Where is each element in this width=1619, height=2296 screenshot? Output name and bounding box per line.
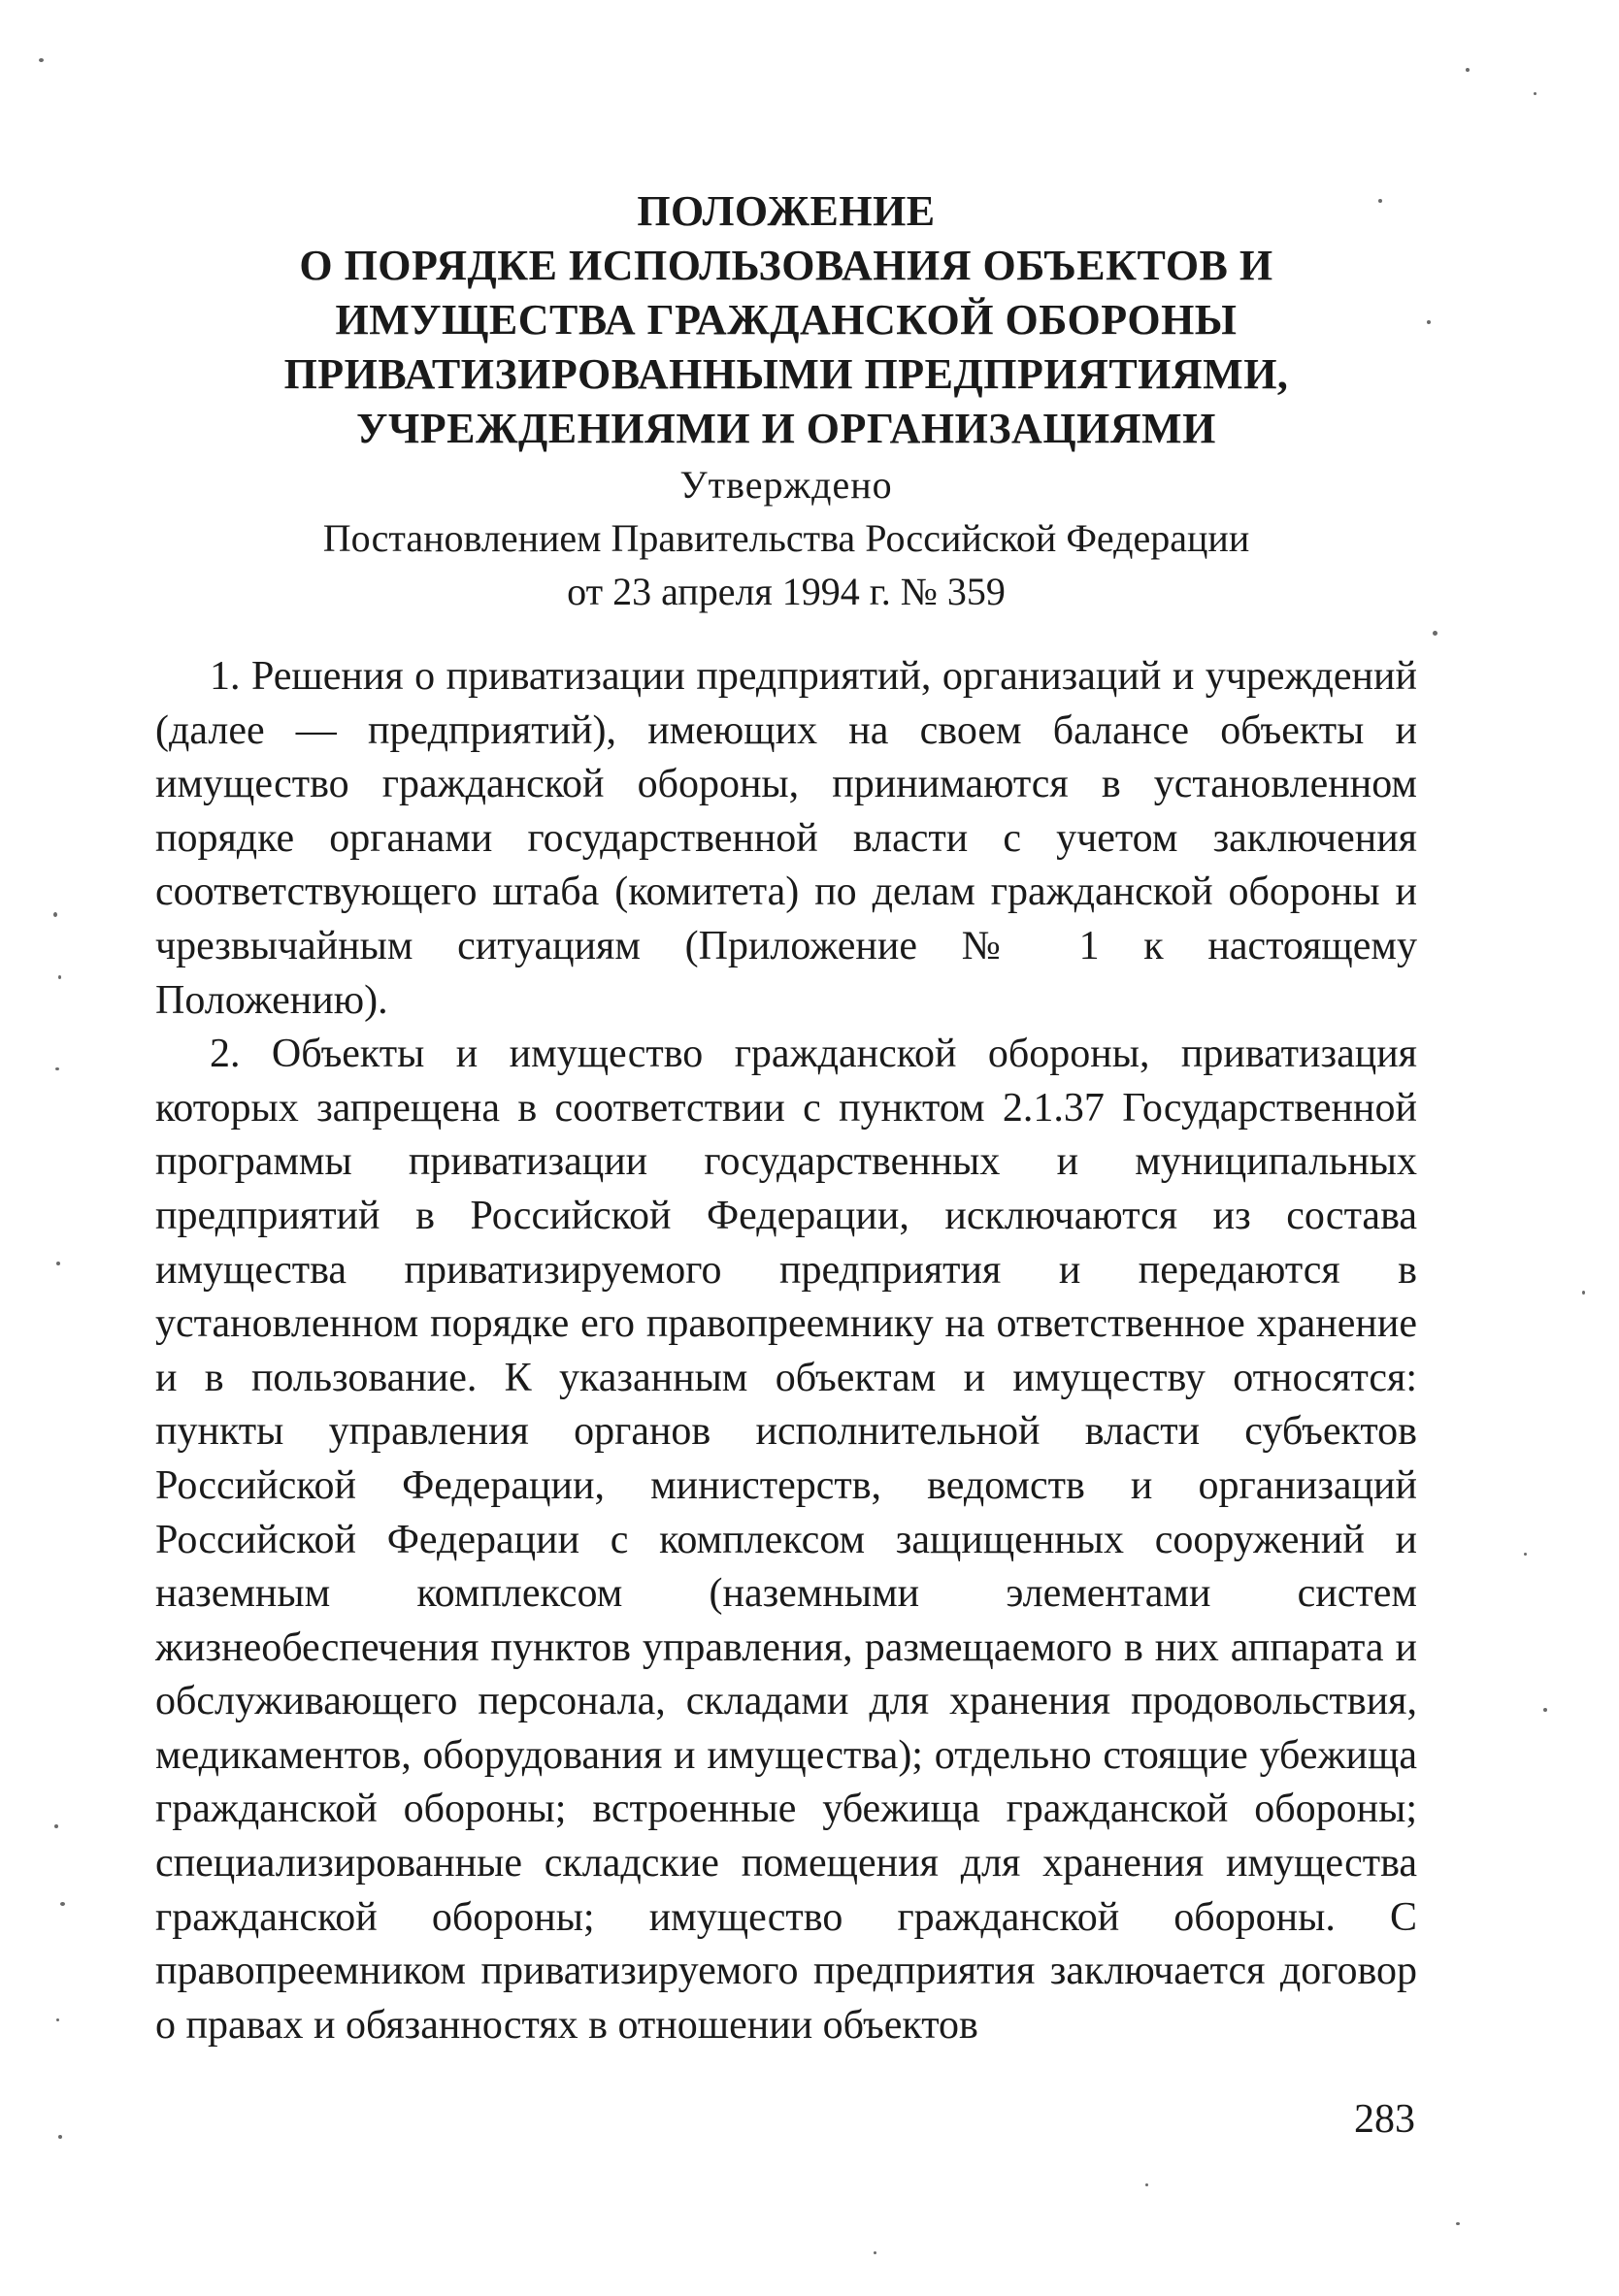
scan-speck [1433, 631, 1437, 636]
document-heading [146, 184, 1427, 618]
page-number: 283 [1354, 2097, 1415, 2142]
scan-speck [56, 2018, 59, 2021]
scan-speck [55, 1067, 59, 1070]
paragraph-1: 1. Решения о приватизации предприятий, организаций и учреждений (далее — предприятий), имеющих на своем балансе объекты и имущество гражданской обороны, принимаются в установленном порядке органами государственной власти с учетом заключения соответствующего штаба (комитета) по делам гражданской обороны и чрезвычайным ситуациям (Приложение № 1 к настоящему Положению). [155, 654, 1417, 1023]
scan-speck [1378, 199, 1382, 203]
scan-speck [58, 2135, 62, 2139]
document-body [155, 650, 1417, 2052]
scan-speck [874, 2251, 876, 2254]
scan-speck [60, 1902, 65, 1906]
title-line: ПРИВАТИЗИРОВАННЫМИ ПРЕДПРИЯТИЯМИ, [283, 350, 1289, 398]
scan-speck [58, 975, 61, 979]
scan-speck [1582, 1291, 1585, 1295]
approval-authority: Постановлением Правительства Российской Федерации [322, 516, 1250, 560]
approval-date: от 23 апреля 1994 г. № 359 [567, 570, 1006, 613]
title-line: ИМУЩЕСТВА ГРАЖДАНСКОЙ ОБОРОНЫ [335, 296, 1238, 344]
scan-speck [39, 58, 44, 62]
scan-speck [56, 1262, 60, 1265]
title-line: ПОЛОЖЕНИЕ [637, 187, 936, 235]
approval-label: Утверждено [679, 463, 893, 507]
scan-speck [1466, 68, 1470, 72]
scan-speck [54, 1824, 58, 1828]
scan-speck [1145, 2183, 1148, 2186]
scan-speck [1456, 2222, 1460, 2225]
paragraph-2: 2. Объекты и имущество гражданской обороны, приватизация которых запрещена в соответствии с пунктом 2.1.37 Государственной программы приватизации государственных и муниципальных предприятий в Российской Федерации, исключаются из состава имущества приватизируемого предприятия и передаются в установленном порядке его правопреемнику на ответственное хранение и в пользование. К указанным объектам и имуществу относятся: пункты управления органов исполнительной власти субъектов Российской Федерации, министерств, ведомств и организаций Российской Федерации с комплексом защищенных сооружений и наземным комплексом (наземными элементами систем жизнеобеспечения пунктов управления, размещаемого в них аппарата и обслуживающего персонала, складами для хранения продовольствия, медикаментов, оборудования и имущества); отдельно стоящие убежища гражданской обороны; встроенные убежища гражданской обороны; специализированные складские помещения для хранения имущества гражданской обороны; имущество гражданской обороны. С правопреемником приватизируемого предприятия заключается договор о правах и обязанностях в отношении объектов [155, 1032, 1417, 2048]
scan-speck [1543, 1708, 1547, 1712]
title-line: УЧРЕЖДЕНИЯМИ И ОРГАНИЗАЦИЯМИ [356, 405, 1216, 452]
scan-speck [1524, 1553, 1527, 1556]
scan-speck [1427, 320, 1431, 324]
title-line: О ПОРЯДКЕ ИСПОЛЬЗОВАНИЯ ОБЪЕКТОВ И [299, 242, 1273, 289]
scan-speck [53, 912, 57, 917]
scan-speck [1534, 92, 1536, 95]
